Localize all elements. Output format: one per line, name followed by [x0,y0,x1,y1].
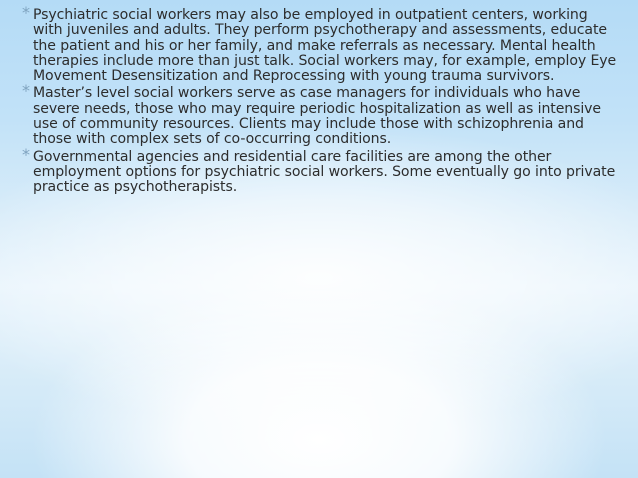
bullet-item [22,81,618,148]
bullet-text: Governmental agencies and residential care facilities are among the other employment options for psychiatric social workers. Some eventually go into private practice as psychotherapists. [33,148,616,196]
asterisk-bullet-icon: * [22,3,30,22]
asterisk-bullet-icon: * [22,81,30,101]
bullet-text: Master’s level social workers serve as case managers for individuals who have severe needs, those who may require periodic hospitalization as well as intensive use of community resources. Clients may include those with schizophrenia and those with complex sets of co-occurring conditions. [33,85,601,148]
bullet-item [22,144,618,196]
bullet-item [22,3,618,85]
asterisk-bullet-icon: * [22,144,30,164]
bullet-text: Psychiatric social workers may also be employed in outpatient centers, working with juveniles and adults. They perform psychotherapy and assessments, educate the patient and his or her family, and make referrals as necessary. Mental health therapies include more than just talk. Social workers may, for example, employ Eye Movement Desensitization and Reprocessing with young trauma survivors. [33,7,617,85]
bullet-list [22,3,618,198]
